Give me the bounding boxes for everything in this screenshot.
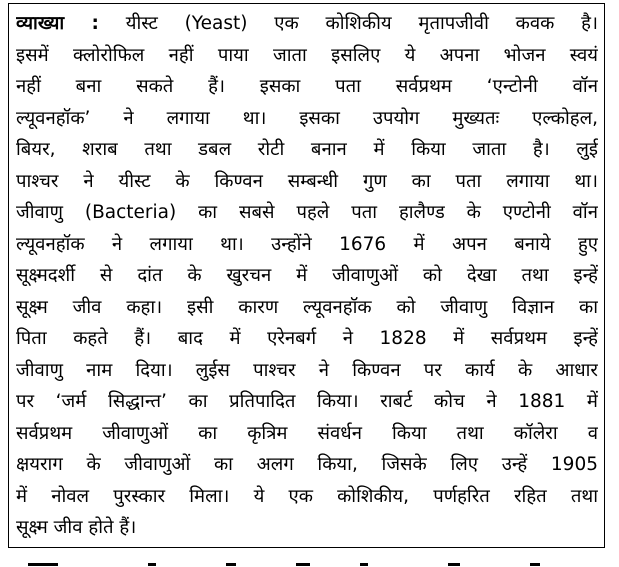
text-line: जीवाणु (Bacteria) का सबसे पहले पता हालैण्ड के एण्टोनी वॉन [16,202,598,223]
text-line [16,8,598,40]
cropped-next-line [0,552,619,567]
heading-label: व्याख्या : [16,13,99,34]
text-line: जीवाणु नाम दिया। लुईस पाश्चर ने किण्वन पर कार्य के आधार [16,359,598,381]
text-line: पाश्चर ने यीस्ट के किण्वन सम्बन्धी गुण का पता लगाया था। [16,170,598,192]
text-line: सूक्ष्म जीव होते हैं। [16,517,137,538]
text-line: क्षयराग के जीवाणुओं का अलग किया, जिसके लिए उन्हें 1905 [16,454,598,475]
text-line: इसमें क्लोरोफिल नहीं पाया जाता इसलिए ये अपना भोजन स्वयं [16,44,598,66]
text-line: पिता कहते हैं। बाद में एरेनबर्ग ने 1828 में सर्वप्रथम इन्हें [16,328,598,349]
text-line: में नोवल पुरस्कार मिला। ये एक कोशिकीय, पर्णहरित रहित तथा [16,485,598,507]
text-line: नहीं बना सकते हैं। इसका पता सर्वप्रथम ‘एन्टोनी वॉन [16,76,598,97]
explanation-text [16,8,598,544]
text-line: सूक्ष्मदर्शी से दांत के खुरचन में जीवाणुओं को देखा तथा इन्हें [16,265,598,286]
text-line: ल्यूवनहॉक’ ने लगाया था। इसका उपयोग मुख्यतः एल्कोहल, [16,107,598,129]
text-line: सूक्ष्म जीव कहा। इसी कारण ल्यूवनहॉक को जीवाणु विज्ञान का [16,296,598,318]
line-text: यीस्ट (Yeast) एक कोशिकीय मृतापजीवी कवक है। [125,13,598,34]
text-line: सर्वप्रथम जीवाणुओं का कृत्रिम संवर्धन किया तथा कॉलेरा व [16,422,598,444]
text-line: ल्यूवनहॉक ने लगाया था। उन्होंने 1676 में अपन बनाये हुए [16,233,598,255]
text-line: बियर, शराब तथा डबल रोटी बनान में किया जाता है। लुई [16,139,598,160]
text-line: पर ‘जर्म सिद्धान्त’ का प्रतिपादित किया। राबर्ट कोच ने 1881 में [16,391,598,412]
